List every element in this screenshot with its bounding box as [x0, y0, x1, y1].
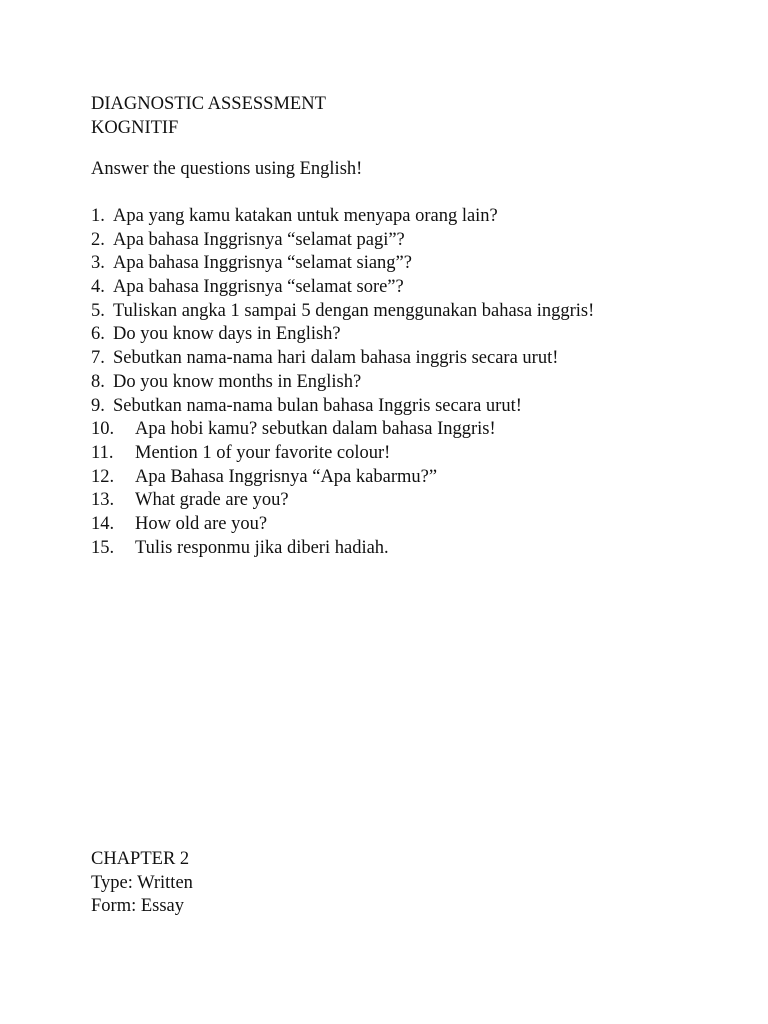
question-text: Apa hobi kamu? sebutkan dalam bahasa Inggris!: [135, 419, 496, 440]
chapter-type: Type: Written: [91, 872, 193, 893]
question-text: How old are you?: [135, 513, 268, 534]
question-text: What grade are you?: [135, 490, 289, 511]
question-item: [91, 537, 731, 561]
question-number: 6.: [91, 324, 105, 345]
question-number: 15.: [91, 537, 115, 558]
question-item: [91, 489, 731, 513]
question-text: Apa bahasa Inggrisnya “selamat pagi”?: [113, 229, 405, 250]
question-number: 14.: [91, 513, 115, 534]
question-text: Tulis responmu jika diberi hadiah.: [135, 537, 389, 558]
instruction-line: Answer the questions using English!: [91, 159, 363, 179]
question-item: [91, 466, 731, 490]
question-number: 7.: [91, 348, 105, 369]
document-title: DIAGNOSTIC ASSESSMENT: [91, 94, 326, 114]
question-text: Tuliskan angka 1 sampai 5 dengan menggunakan bahasa inggris!: [113, 300, 595, 321]
question-list: [91, 205, 731, 560]
question-item: [91, 418, 731, 442]
question-number: 3.: [91, 253, 105, 274]
document-header: [91, 93, 731, 140]
question-item: [91, 395, 731, 419]
question-text: Apa bahasa Inggrisnya “selamat sore”?: [113, 277, 404, 298]
question-number: 5.: [91, 300, 105, 321]
question-item: [91, 513, 731, 537]
document-subtitle: KOGNITIF: [91, 117, 179, 138]
question-item: [91, 205, 731, 229]
question-text: Mention 1 of your favorite colour!: [135, 442, 391, 463]
question-text: Sebutkan nama-nama bulan bahasa Inggris secara urut!: [113, 395, 522, 416]
question-item: [91, 229, 731, 253]
instruction-text: [91, 158, 731, 182]
question-text: Do you know days in English?: [113, 324, 341, 345]
question-item: [91, 323, 731, 347]
question-item: [91, 442, 731, 466]
question-item: [91, 252, 731, 276]
question-item: [91, 347, 731, 371]
question-item: [91, 276, 731, 300]
question-text: Apa bahasa Inggrisnya “selamat siang”?: [113, 253, 412, 274]
question-number: 10.: [91, 419, 115, 440]
chapter-form: Form: Essay: [91, 896, 185, 917]
question-number: 12.: [91, 466, 115, 487]
question-text: Apa yang kamu katakan untuk menyapa orang lain?: [113, 206, 498, 226]
question-item: [91, 300, 731, 324]
question-number: 8.: [91, 371, 105, 392]
chapter-info: [91, 848, 731, 919]
question-number: 2.: [91, 229, 105, 250]
question-text: Apa Bahasa Inggrisnya “Apa kabarmu?”: [135, 466, 438, 487]
question-number: 9.: [91, 395, 105, 416]
question-number: 11.: [91, 442, 114, 463]
question-number: 4.: [91, 277, 105, 298]
question-item: [91, 371, 731, 395]
question-number: 1.: [91, 206, 105, 226]
question-text: Sebutkan nama-nama hari dalam bahasa inggris secara urut!: [113, 348, 559, 369]
question-number: 13.: [91, 490, 115, 511]
question-text: Do you know months in English?: [113, 371, 362, 392]
chapter-title: CHAPTER 2: [91, 849, 190, 869]
